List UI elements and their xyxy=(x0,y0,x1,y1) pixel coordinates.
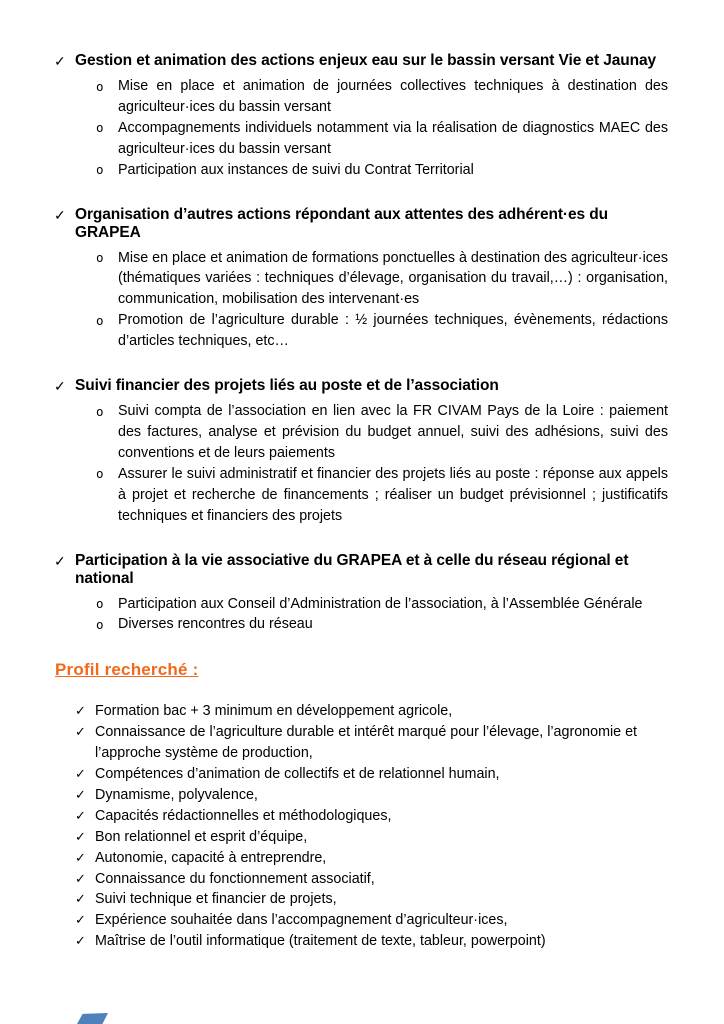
mission-title xyxy=(55,52,668,70)
checkmark-icon: ✓ xyxy=(75,766,86,782)
mission-title-text: Gestion et animation des actions enjeux eau sur le bassin versant Vie et Jaunay xyxy=(75,52,657,69)
profile-requirement-text: Connaissance du fonctionnement associatif, xyxy=(95,870,375,887)
profile-requirement-text: Dynamisme, polyvalence, xyxy=(95,786,258,803)
circle-bullet-icon: o xyxy=(96,78,104,94)
mission-title xyxy=(55,206,668,242)
mission-title xyxy=(55,377,668,395)
mission-sub-item xyxy=(55,614,668,635)
checkmark-icon: ✓ xyxy=(75,786,86,802)
checkmark-icon: ✓ xyxy=(75,912,86,928)
mission-sub-item xyxy=(55,464,668,527)
circle-bullet-icon: o xyxy=(96,403,104,419)
checkmark-icon: ✓ xyxy=(75,849,86,865)
mission-section xyxy=(55,552,668,636)
checkmark-icon: ✓ xyxy=(54,206,66,223)
profile-requirement-item xyxy=(55,701,668,722)
circle-bullet-icon: o xyxy=(96,162,104,178)
profile-requirement-text: Capacités rédactionnelles et méthodologiques, xyxy=(95,807,392,824)
checkmark-icon: ✓ xyxy=(54,53,66,69)
mission-sub-item xyxy=(55,76,668,118)
checkmark-icon: ✓ xyxy=(75,703,86,719)
profile-requirement-item xyxy=(55,722,668,764)
profile-requirement-item xyxy=(55,889,668,910)
checkmark-icon: ✓ xyxy=(75,724,86,740)
mission-title-text: Organisation d’autres actions répondant aux attentes des adhérent·es du GRAPEA xyxy=(75,205,608,241)
mission-title-text: Participation à la vie associative du GRAPEA et à celle du réseau régional et national xyxy=(75,551,629,587)
mission-sub-item-text: Suivi compta de l’association en lien avec la FR CIVAM Pays de la Loire : paiement des factures, analyse et prévision du budget annuel, suivi des adhésions, suivi des conventions et de leurs paiements xyxy=(118,403,668,461)
mission-sub-item xyxy=(55,310,668,352)
checkmark-icon: ✓ xyxy=(54,378,66,395)
profile-requirement-item xyxy=(55,910,668,931)
profile-requirement-item xyxy=(55,806,668,827)
checkmark-icon: ✓ xyxy=(75,870,86,886)
mission-section xyxy=(55,377,668,526)
circle-bullet-icon: o xyxy=(96,120,104,136)
profile-requirement-text: Suivi technique et financier de projets, xyxy=(95,891,337,908)
profile-requirement-text: Formation bac + 3 minimum en développement agricole, xyxy=(95,703,453,720)
profile-requirement-item xyxy=(55,869,668,890)
circle-bullet-icon: o xyxy=(96,596,104,611)
profile-requirement-item xyxy=(55,848,668,869)
profile-requirement-text: Compétences d’animation de collectifs et de relationnel humain, xyxy=(95,766,500,783)
profile-requirements-list xyxy=(55,701,668,952)
mission-section xyxy=(55,206,668,353)
mission-title-text: Suivi financier des projets liés au poste et de l’association xyxy=(75,377,499,395)
profile-requirement-item xyxy=(55,764,668,785)
circle-bullet-icon: o xyxy=(96,250,104,266)
mission-title xyxy=(55,552,668,588)
missions-section xyxy=(55,52,668,635)
mission-sub-item-text: Assurer le suivi administratif et financier des projets liés au poste : réponse aux appels à projet et recherche de financements ; réaliser un budget prévisionnel ; justificatifs techniques et financiers des projets xyxy=(118,465,668,524)
profile-requirement-item xyxy=(55,785,668,806)
circle-bullet-icon: o xyxy=(96,466,104,482)
checkmark-icon: ✓ xyxy=(54,552,66,569)
mission-sub-item-text: Diverses rencontres du réseau xyxy=(118,616,313,633)
mission-sub-item-text: Participation aux Conseil d’Administration de l’association, à l’Assemblée Générale xyxy=(118,595,643,612)
mission-sub-item xyxy=(55,118,668,160)
checkmark-icon: ✓ xyxy=(75,933,86,949)
mission-sub-item-text: Accompagnements individuels notamment via la réalisation de diagnostics MAEC des agriculteur·ices du bassin versant xyxy=(118,119,668,157)
mission-sub-item xyxy=(55,160,668,181)
page-bottom-logo-fragment xyxy=(77,1013,108,1024)
mission-sub-item-text: Mise en place et animation de journées collectives techniques à destination des agriculteur·ices du bassin versant xyxy=(118,78,668,115)
profile-requirement-text: Autonomie, capacité à entreprendre, xyxy=(95,849,327,866)
profile-requirement-item xyxy=(55,827,668,848)
mission-sub-item-text: Promotion de l’agriculture durable : ½ journées techniques, évènements, rédactions d’articles techniques, etc… xyxy=(118,312,668,350)
profile-requirement-text: Bon relationnel et esprit d’équipe, xyxy=(95,828,308,845)
mission-section xyxy=(55,52,668,181)
circle-bullet-icon: o xyxy=(96,616,104,632)
mission-sub-item xyxy=(55,594,668,615)
mission-sub-item xyxy=(55,248,668,311)
profile-requirement-text: Expérience souhaitée dans l’accompagnement d’agriculteur·ices, xyxy=(95,912,508,929)
mission-sub-item-text: Participation aux instances de suivi du Contrat Territorial xyxy=(118,161,474,178)
circle-bullet-icon: o xyxy=(96,312,104,328)
profile-requirement-text: Connaissance de l’agriculture durable et intérêt marqué pour l’élevage, l’agronomie et l’approche système de production, xyxy=(95,724,638,762)
profile-requirement-text: Maîtrise de l’outil informatique (traitement de texte, tableur, powerpoint) xyxy=(95,933,546,950)
checkmark-icon: ✓ xyxy=(75,807,86,823)
profile-heading: Profil recherché : xyxy=(55,660,199,680)
profile-requirement-item xyxy=(55,931,668,952)
checkmark-icon: ✓ xyxy=(75,891,86,907)
checkmark-icon: ✓ xyxy=(75,828,86,844)
mission-sub-item xyxy=(55,401,668,464)
mission-sub-item-text: Mise en place et animation de formations ponctuelles à destination des agriculteur·ices (thématiques variées : techniques d’élevage, organisation du travail,…) : organisation, communication, mobilisation des intervenant·es xyxy=(118,249,668,308)
